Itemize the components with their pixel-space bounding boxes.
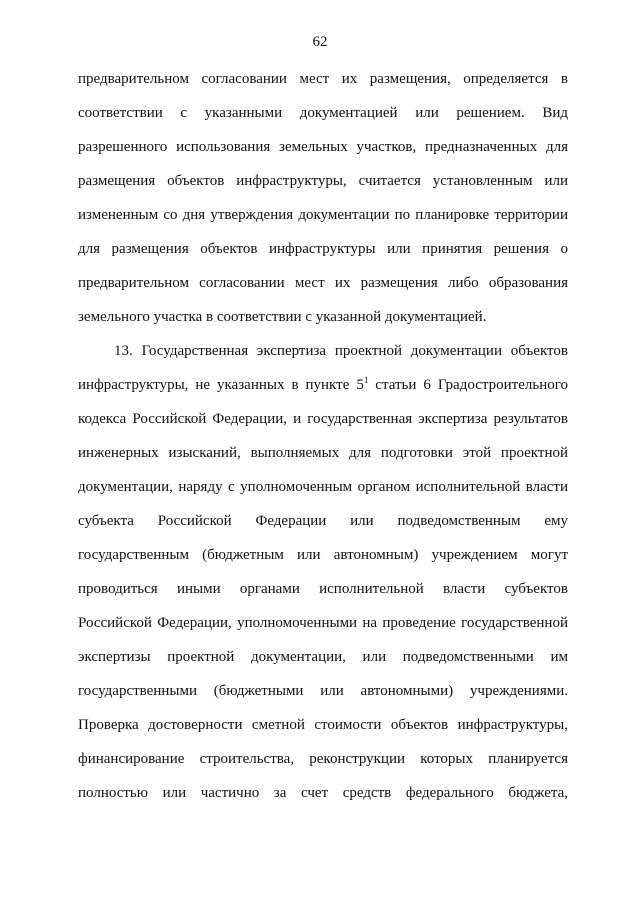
- text-line: финансирование строительства, реконструкции которых планируется: [78, 751, 568, 767]
- paragraph-start-line: 13. Государственная экспертиза проектной документации объектов: [114, 343, 568, 359]
- text-line: размещения объектов инфраструктуры, считается установленным или: [78, 173, 568, 189]
- text-line: проводиться иными органами исполнительной власти субъектов: [78, 581, 568, 597]
- paragraph-end-line: земельного участка в соответствии с указанной документацией.: [78, 309, 487, 325]
- text-line: документации, наряду с уполномоченным органом исполнительной власти: [78, 479, 568, 495]
- text-line: государственными (бюджетными или автономными) учреждениями.: [78, 683, 568, 699]
- text-line: измененным со дня утверждения документации по планировке территории: [78, 207, 568, 223]
- page-number: 62: [312, 34, 328, 50]
- text-line: соответствии с указанными документацией или решением. Вид: [78, 105, 568, 121]
- text-line: субъекта Российской Федерации или подведомственным ему: [78, 513, 568, 529]
- text-line: Российской Федерации, уполномоченными на проведение государственной: [78, 615, 568, 631]
- text-line: государственным (бюджетным или автономным) учреждением могут: [78, 547, 568, 563]
- text-line: экспертизы проектной документации, или подведомственными им: [78, 649, 568, 665]
- text-line: инженерных изысканий, выполняемых для подготовки этой проектной: [78, 445, 568, 461]
- text-segment: инфраструктуры, не указанных в пункте 5: [78, 377, 364, 393]
- text-line: Проверка достоверности сметной стоимости объектов инфраструктуры,: [78, 717, 568, 733]
- text-line: разрешенного использования земельных участков, предназначенных для: [78, 139, 568, 155]
- text-line: предварительном согласовании мест их размещения либо образования: [78, 275, 568, 291]
- text-line: предварительном согласовании мест их размещения, определяется в: [78, 71, 568, 87]
- text-segment: статьи 6 Градостроительного: [368, 377, 568, 393]
- superscript-marker: 1: [363, 375, 369, 385]
- text-line: для размещения объектов инфраструктуры или принятия решения о: [78, 241, 568, 257]
- text-line: кодекса Российской Федерации, и государственная экспертиза результатов: [78, 411, 568, 427]
- text-line-with-footnote: [78, 376, 568, 394]
- text-line: полностью или частично за счет средств федерального бюджета,: [78, 785, 568, 801]
